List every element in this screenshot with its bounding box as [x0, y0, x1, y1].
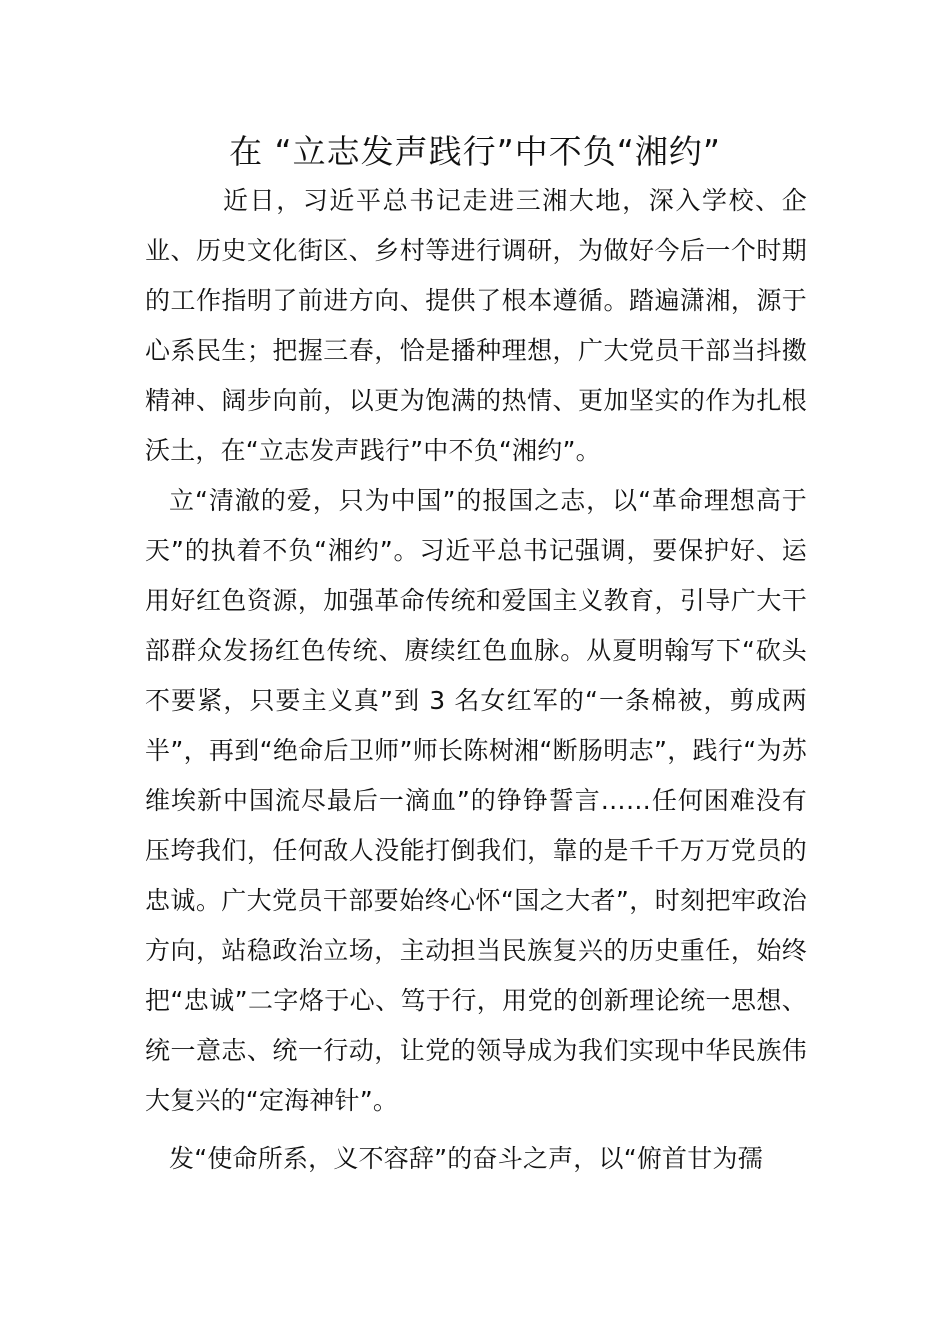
document-body — [145, 176, 807, 1184]
paragraph-patriotic-ambition: 立“清澈的爱，只为中国”的报国之志，以“革命理想高于天”的执着不负“湘约”。习近平总书记强调，要保护好、运用好红色资源，加强革命传统和爱国主义教育，引导广大干部群众发扬红色传统、赓续红色血脉。从夏明翰写下“砍头不要紧，只要主义真”到 3 名女红军的“一条棉被，剪成两半”，再到“绝命后卫师”师长陈树湘“断肠明志”，践行“为苏维埃新中国流尽最后一滴血”的铮铮誓言……任何困难没有压垮我们，任何敌人没能打倒我们，靠的是千千万万党员的忠诚。广大党员干部要始终心怀“国之大者”，时刻把牢政治方向，站稳政治立场，主动担当民族复兴的历史重任，始终把“忠诚”二字烙于心、笃于行，用党的创新理论统一思想、统一意志、统一行动，让党的领导成为我们实现中华民族伟大复兴的“定海神针”。 — [145, 486, 807, 1115]
paragraph-mission-voice: 发“使命所系，义不容辞”的奋斗之声，以“俯首甘为孺 — [169, 1144, 763, 1173]
document-title: 在 “立志发声践行”中不负“湘约” — [229, 132, 721, 171]
paragraph-intro: 近日，习近平总书记走进三湘大地，深入学校、企业、历史文化街区、乡村等进行调研，为做好今后一个时期的工作指明了前进方向、提供了根本遵循。踏遍潇湘，源于心系民生；把握三春，恰是播种理想，广大党员干部当抖擞精神、阔步向前，以更为饱满的热情、更加坚实的作为扎根沃土，在“立志发声践行”中不负“湘约”。 — [145, 186, 807, 465]
